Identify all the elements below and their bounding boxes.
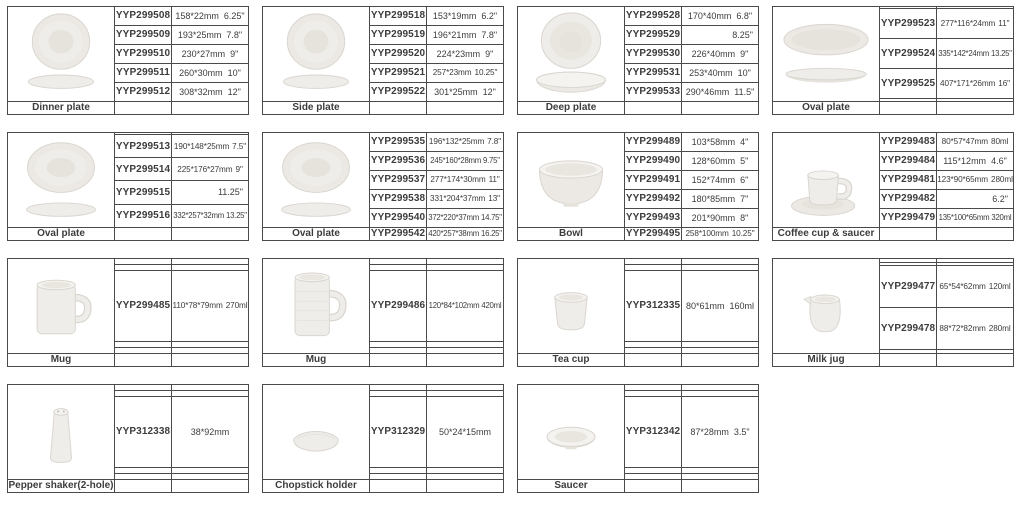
product-size-cell	[172, 181, 249, 204]
size-mm: 50*24*15mm	[438, 426, 492, 437]
tall-mug-photo	[266, 263, 366, 349]
size-mm: 258*100mm	[685, 229, 729, 239]
size-mm: 196*132*25mm	[428, 137, 485, 147]
size-spec: 80ml	[990, 137, 1009, 147]
product-size-cell	[937, 189, 1014, 208]
size-spec: 6.8"	[736, 10, 753, 21]
product-code-cell: YYP299537	[370, 170, 427, 189]
size-spec: 7"	[740, 193, 749, 204]
size-mm: 180*85mm	[691, 193, 736, 204]
size-mm: 80*57*47mm	[941, 137, 988, 147]
product-size-cell	[172, 353, 249, 366]
size-spec: 5"	[740, 155, 749, 166]
size-spec: 11.5"	[734, 86, 755, 97]
product-name: Oval plate	[773, 101, 880, 114]
product-size-cell	[172, 227, 249, 240]
product-name: Deep plate	[518, 101, 625, 114]
product-size-cell	[172, 134, 249, 157]
product-row	[518, 133, 759, 152]
size-mm: 201*90mm	[691, 212, 736, 223]
product-size-cell	[937, 227, 1014, 240]
product-code-cell: YYP299518	[370, 7, 427, 26]
product-code-cell: YYP299535	[370, 133, 427, 152]
product-card	[517, 6, 759, 115]
size-mm: 120*84*102mm	[428, 301, 480, 311]
product-name: Mug	[8, 353, 115, 366]
deep-plate-photo	[521, 11, 621, 97]
product-code-cell: YYP299489	[625, 133, 682, 152]
size-spec: 160ml	[729, 300, 755, 311]
product-size-cell	[172, 82, 249, 101]
product-size-cell	[427, 189, 504, 208]
size-spec: 7.8"	[487, 137, 502, 147]
product-size-cell	[937, 39, 1014, 69]
size-mm: 245*160*28mm	[430, 156, 482, 166]
size-mm: 193*25mm	[177, 29, 222, 40]
size-mm: 196*21mm	[432, 29, 477, 40]
product-code-cell: YYP299525	[880, 69, 937, 99]
size-spec: 11"	[488, 175, 500, 185]
product-code-cell	[370, 479, 427, 492]
product-code-cell	[625, 101, 682, 114]
product-row	[773, 133, 1014, 152]
product-row	[263, 7, 504, 26]
product-row	[518, 227, 759, 240]
product-size-cell	[937, 308, 1014, 350]
oval-plate-photo	[266, 137, 366, 223]
product-row	[263, 227, 504, 240]
size-mm: 332*257*32mm	[173, 211, 224, 221]
product-code-cell: YYP299515	[115, 181, 172, 204]
product-row	[518, 353, 759, 366]
size-mm: 407*171*26mm	[940, 79, 996, 89]
product-code-cell: YYP299522	[370, 82, 427, 101]
product-code-cell: YYP299533	[625, 82, 682, 101]
product-row	[263, 133, 504, 152]
size-spec: 10.25"	[474, 68, 498, 78]
size-spec: 4.6"	[991, 155, 1007, 166]
size-mm: 290*46mm	[685, 86, 730, 97]
product-size-cell	[427, 133, 504, 152]
size-spec: 7.8"	[481, 29, 498, 40]
product-row	[518, 101, 759, 114]
round-plate-photo	[266, 11, 366, 97]
product-code-cell: YYP299478	[880, 308, 937, 350]
product-size-cell	[427, 479, 504, 492]
product-size-cell	[682, 189, 759, 208]
product-name: Pepper shaker(2-hole)	[8, 480, 114, 492]
size-spec: 6.25"	[223, 10, 245, 21]
size-spec: 280ml	[990, 175, 1013, 185]
product-size-cell	[172, 158, 249, 181]
product-code-cell	[115, 101, 172, 114]
product-name: Milk jug	[773, 353, 880, 366]
size-mm: 277*174*30mm	[430, 175, 486, 185]
product-size-cell	[682, 151, 759, 170]
product-size-cell	[172, 396, 249, 467]
size-mm: 190*148*25mm	[173, 141, 230, 151]
product-size-cell	[427, 101, 504, 114]
size-mm: 88*72*82mm	[939, 324, 986, 334]
product-size-cell	[682, 7, 759, 26]
size-spec: 6"	[740, 174, 749, 185]
size-spec: 3.5"	[733, 426, 750, 437]
product-code-cell	[370, 353, 427, 366]
product-code-cell	[115, 353, 172, 366]
product-size-cell	[682, 133, 759, 152]
size-spec: 10"	[737, 67, 751, 78]
product-code-cell: YYP299481	[880, 170, 937, 189]
product-image-cell	[518, 7, 625, 102]
product-row	[773, 101, 1014, 114]
product-size-cell	[427, 396, 504, 467]
size-spec: 7.8"	[226, 29, 243, 40]
product-name: Bowl	[518, 227, 625, 240]
size-spec: 8.25"	[732, 29, 753, 40]
mug-photo	[11, 263, 111, 349]
product-size-cell	[937, 353, 1014, 366]
product-size-cell	[937, 151, 1014, 170]
product-size-cell	[427, 208, 504, 227]
product-card	[772, 6, 1014, 115]
product-row	[263, 353, 504, 366]
product-name: Coffee cup & saucer	[773, 227, 880, 240]
product-name: Saucer	[518, 479, 625, 492]
product-image-cell	[8, 385, 115, 480]
product-row	[8, 227, 249, 240]
product-size-cell	[172, 25, 249, 44]
size-spec: 13.25"	[990, 49, 1012, 59]
product-name: Mug	[263, 353, 370, 366]
product-size-cell	[427, 63, 504, 82]
product-row	[8, 101, 249, 114]
product-card	[262, 384, 504, 493]
product-size-cell	[682, 353, 759, 366]
product-size-cell	[172, 7, 249, 26]
product-row	[8, 479, 249, 492]
product-code-cell: YYP299514	[115, 158, 172, 181]
size-mm: 103*58mm	[691, 136, 736, 147]
product-size-cell	[937, 266, 1014, 308]
product-code-cell: YYP299528	[625, 7, 682, 26]
product-code-cell	[625, 353, 682, 366]
product-size-cell	[427, 25, 504, 44]
product-size-cell	[937, 208, 1014, 227]
product-code-cell	[625, 479, 682, 492]
product-code-cell: YYP299521	[370, 63, 427, 82]
size-mm: 230*27mm	[181, 48, 226, 59]
size-spec: 270ml	[225, 301, 248, 311]
product-code-cell: YYP299523	[880, 9, 937, 39]
size-mm: 224*23mm	[436, 48, 481, 59]
product-image-cell	[773, 7, 880, 102]
product-code-cell: YYP299483	[880, 133, 937, 152]
product-size-cell	[172, 479, 249, 492]
product-size-cell	[427, 170, 504, 189]
product-card	[772, 132, 1014, 241]
size-spec: 320ml	[991, 213, 1012, 223]
product-row	[518, 479, 759, 492]
size-spec: 10"	[227, 67, 241, 78]
product-code-cell: YYP299479	[880, 208, 937, 227]
product-name: Oval plate	[8, 227, 115, 240]
size-spec: 9"	[740, 48, 749, 59]
product-image-cell	[518, 385, 625, 480]
product-code-cell: YYP312335	[625, 270, 682, 341]
product-code-cell: YYP299512	[115, 82, 172, 101]
product-card	[262, 6, 504, 115]
product-size-cell	[172, 270, 249, 341]
product-size-cell	[937, 69, 1014, 99]
product-card	[7, 258, 249, 367]
size-spec: 420ml	[481, 301, 502, 311]
size-spec: 6.2"	[481, 10, 498, 21]
product-size-cell	[427, 353, 504, 366]
product-size-cell	[937, 170, 1014, 189]
size-mm: 153*19mm	[432, 10, 477, 21]
size-spec: 9.75"	[483, 156, 500, 166]
product-image-cell	[263, 385, 370, 480]
product-size-cell	[682, 63, 759, 82]
product-name: Oval plate	[263, 227, 370, 240]
product-code-cell: YYP299495	[625, 228, 681, 240]
product-row	[263, 479, 504, 492]
product-image-cell	[518, 259, 625, 354]
size-mm: 308*32mm	[179, 86, 223, 97]
size-spec: 12"	[482, 86, 496, 97]
product-size-cell	[937, 9, 1014, 39]
size-mm: 260*30mm	[179, 67, 223, 78]
product-card	[772, 258, 1014, 367]
product-code-cell: YYP299513	[115, 134, 172, 157]
product-code-cell	[880, 227, 937, 240]
product-code-cell: YYP299531	[625, 63, 682, 82]
product-size-cell	[427, 44, 504, 63]
product-size-cell	[172, 101, 249, 114]
product-code-cell: YYP299510	[115, 44, 172, 63]
product-card	[262, 132, 504, 241]
product-card	[7, 384, 249, 493]
product-code-cell: YYP299486	[370, 270, 427, 341]
size-mm: 80*61mm	[685, 300, 725, 311]
product-code-cell: YYP312329	[370, 396, 427, 467]
milk-jug-photo	[776, 263, 876, 349]
product-size-cell	[937, 133, 1014, 152]
product-code-cell: YYP299536	[370, 151, 427, 170]
size-spec: 13"	[488, 194, 500, 204]
product-code-cell: YYP299542	[370, 228, 426, 240]
size-spec: 4"	[740, 136, 749, 147]
bowl-photo	[521, 137, 621, 223]
size-spec: 8"	[740, 212, 749, 223]
product-size-cell	[682, 44, 759, 63]
product-size-cell	[682, 396, 759, 467]
product-size-cell	[427, 7, 504, 26]
product-card	[517, 384, 759, 493]
size-mm: 65*54*62mm	[939, 282, 986, 292]
product-code-cell: YYP299530	[625, 44, 682, 63]
product-code-cell: YYP312338	[115, 396, 172, 467]
product-code-cell: YYP299519	[370, 25, 427, 44]
product-image-cell	[773, 133, 880, 228]
size-mm: 123*90*65mm	[937, 175, 988, 185]
size-mm: 87*28mm	[690, 426, 729, 437]
size-mm: 225*176*27mm	[177, 164, 233, 174]
product-code-cell: YYP299524	[880, 39, 937, 69]
catalog-grid	[7, 6, 1024, 493]
saucer-photo	[521, 389, 621, 475]
product-code-cell: YYP299490	[625, 151, 682, 170]
size-mm: 115*12mm	[943, 155, 987, 166]
coffee-cup-saucer-photo	[776, 137, 876, 223]
product-size-cell	[172, 63, 249, 82]
product-code-cell: YYP299482	[880, 189, 937, 208]
product-code-cell: YYP299516	[115, 204, 172, 227]
product-size-cell	[682, 82, 759, 101]
product-size-cell	[427, 227, 504, 240]
product-size-cell	[172, 44, 249, 63]
size-spec: 7.5"	[232, 141, 247, 151]
size-spec: 9"	[230, 48, 239, 59]
size-spec: 280ml	[988, 324, 1011, 334]
size-spec: 9"	[235, 164, 243, 174]
size-mm: 420*257*38mm	[428, 229, 479, 239]
product-code-cell: YYP299508	[115, 7, 172, 26]
tea-cup-photo	[521, 263, 621, 349]
size-mm: 128*60mm	[691, 155, 736, 166]
size-spec: 12"	[227, 86, 241, 97]
product-image-cell	[263, 133, 370, 228]
product-row	[773, 353, 1014, 366]
size-mm: 170*40mm	[687, 10, 732, 21]
product-size-cell	[682, 101, 759, 114]
product-row	[8, 353, 249, 366]
product-size-cell	[427, 151, 504, 170]
product-name: Tea cup	[518, 353, 625, 366]
size-spec: 13.25"	[225, 211, 247, 221]
product-row	[8, 7, 249, 26]
size-spec: 10.25"	[731, 229, 755, 239]
product-size-cell	[682, 208, 759, 227]
product-code-cell: YYP299485	[115, 270, 172, 341]
product-row	[263, 101, 504, 114]
product-size-cell	[682, 270, 759, 341]
product-name: Dinner plate	[8, 101, 115, 114]
size-spec: 6.2"	[992, 193, 1008, 204]
product-row	[518, 7, 759, 26]
product-card	[517, 258, 759, 367]
product-code-cell	[880, 353, 937, 366]
product-name: Side plate	[263, 101, 370, 114]
product-row	[773, 227, 1014, 240]
product-size-cell	[427, 270, 504, 341]
product-code-cell	[370, 101, 427, 114]
size-mm: 301*25mm	[434, 86, 478, 97]
oval-plate-photo	[11, 137, 111, 223]
oval-platter-photo	[776, 11, 876, 97]
product-size-cell	[427, 82, 504, 101]
product-image-cell	[263, 259, 370, 354]
product-code-cell: YYP299538	[370, 189, 427, 208]
product-card	[517, 132, 759, 241]
product-code-cell: YYP299484	[880, 151, 937, 170]
product-image-cell	[518, 133, 625, 228]
product-size-cell	[682, 25, 759, 44]
product-size-cell	[682, 227, 759, 240]
size-spec: 9"	[485, 48, 494, 59]
size-spec: 11"	[998, 19, 1010, 29]
product-image-cell	[8, 133, 115, 228]
product-name: Chopstick holder	[263, 479, 370, 492]
round-plate-photo	[11, 11, 111, 97]
product-image-cell	[8, 7, 115, 102]
product-image-cell	[8, 259, 115, 354]
size-mm: 253*40mm	[689, 67, 733, 78]
size-mm: 38*92mm	[190, 426, 230, 437]
size-mm: 135*100*65mm	[938, 213, 990, 223]
size-mm: 158*22mm	[175, 10, 219, 21]
size-spec: 120ml	[988, 282, 1011, 292]
size-spec: 16"	[998, 79, 1010, 89]
product-image-cell	[773, 259, 880, 354]
size-mm: 110*78*79mm	[172, 301, 223, 311]
product-code-cell: YYP299509	[115, 25, 172, 44]
size-mm: 372*220*37mm	[428, 213, 479, 223]
product-code-cell: YYP312342	[625, 396, 682, 467]
product-card	[7, 132, 249, 241]
size-mm: 277*116*24mm	[940, 19, 996, 29]
product-code-cell: YYP299492	[625, 189, 682, 208]
product-size-cell	[172, 204, 249, 227]
size-spec: 11.25"	[217, 187, 243, 198]
size-mm: 331*204*37mm	[430, 194, 486, 204]
product-code-cell: YYP299529	[625, 25, 682, 44]
product-code-cell	[880, 101, 937, 114]
size-spec: 14.75"	[480, 213, 502, 223]
size-mm: 257*23mm	[432, 68, 472, 78]
product-code-cell	[115, 479, 172, 492]
product-code-cell: YYP299491	[625, 170, 682, 189]
product-size-cell	[937, 101, 1014, 114]
size-mm: 335*142*24mm	[938, 49, 989, 59]
pepper-shaker-photo	[11, 389, 111, 475]
chopstick-holder-photo	[266, 389, 366, 475]
product-code-cell: YYP299511	[115, 63, 172, 82]
size-mm: 152*74mm	[691, 174, 736, 185]
product-code-cell: YYP299477	[880, 266, 937, 308]
product-card	[262, 258, 504, 367]
product-image-cell	[263, 7, 370, 102]
product-card	[7, 6, 249, 115]
size-spec: 16.25"	[480, 229, 502, 239]
product-code-cell: YYP299540	[370, 208, 427, 227]
product-size-cell	[682, 479, 759, 492]
product-code-cell	[115, 227, 172, 240]
product-size-cell	[682, 170, 759, 189]
product-code-cell: YYP299493	[625, 208, 682, 227]
size-mm: 226*40mm	[691, 48, 736, 59]
product-code-cell: YYP299520	[370, 44, 427, 63]
